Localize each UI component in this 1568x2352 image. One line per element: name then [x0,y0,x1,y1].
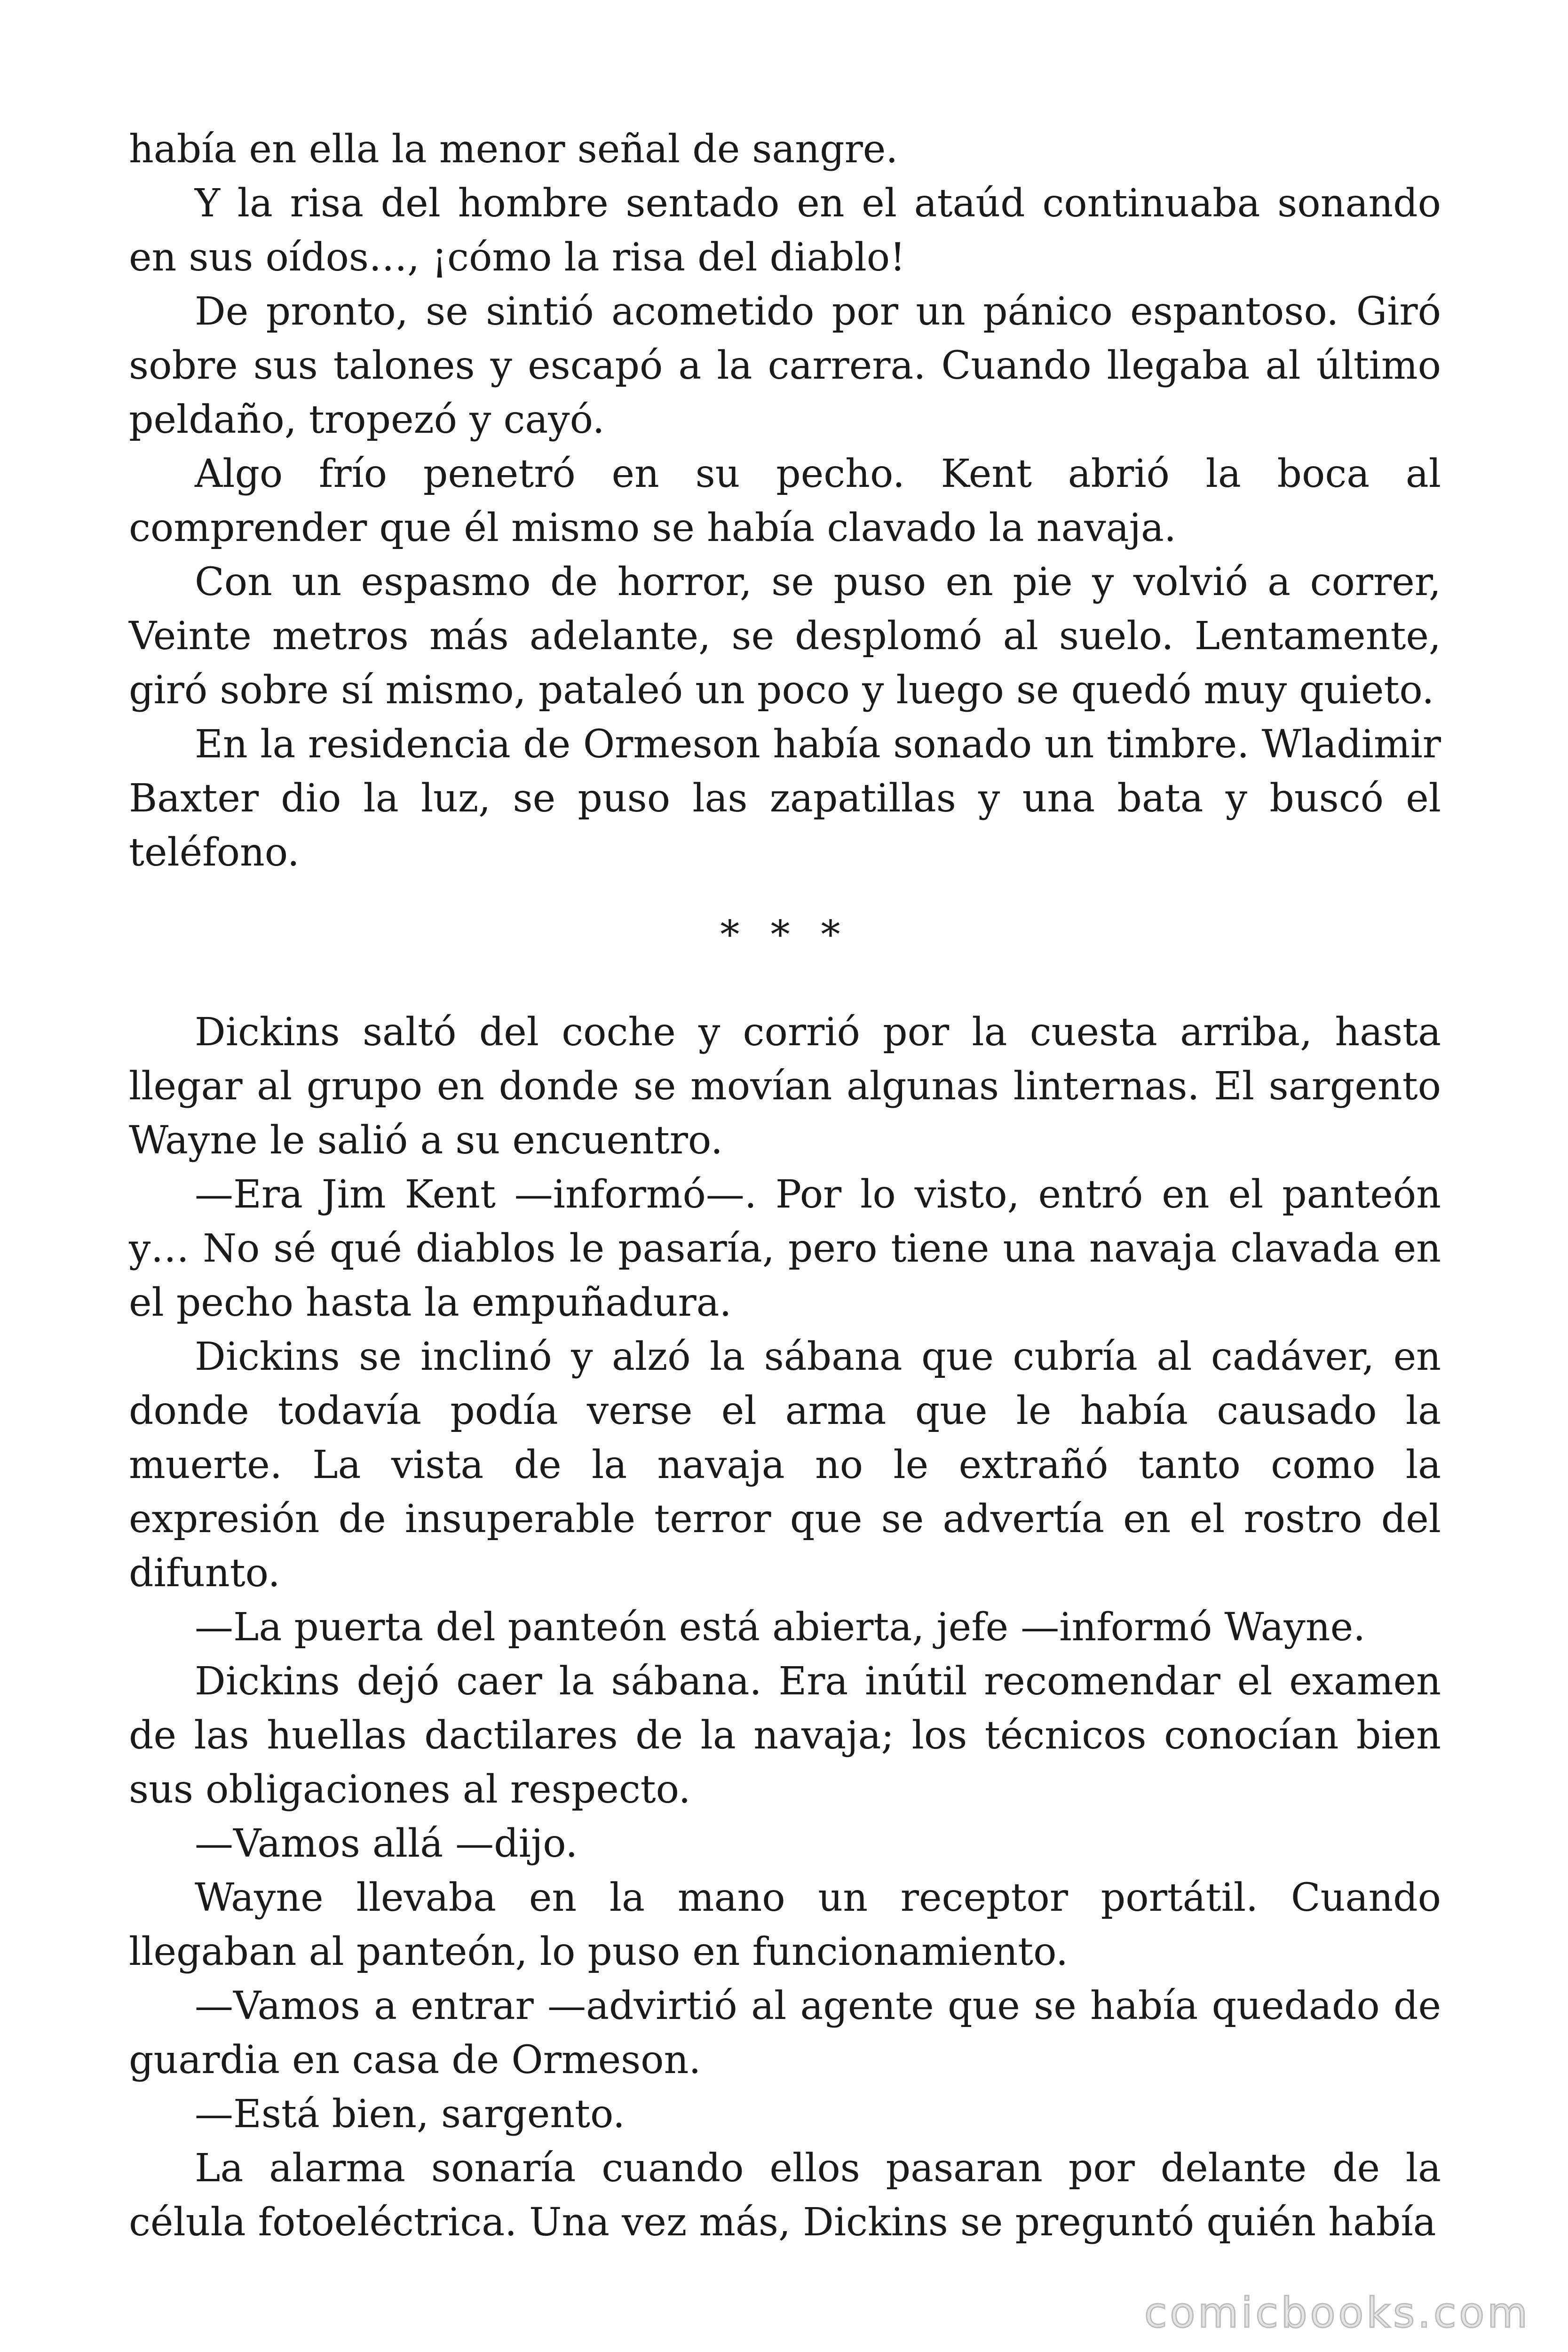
paragraph: Dickins dejó caer la sábana. Era inútil recomendar el examen de las huellas dactilares de la navaja; los técnicos conocían bien sus obligaciones al respecto. [129,1659,1441,1812]
paragraph: Algo frío penetró en su pecho. Kent abrió la boca al comprender que él mismo se había clavado la navaja. [129,452,1441,550]
paragraph: —La puerta del panteón está abierta, jefe —informó Wayne. [195,1605,1366,1650]
paragraph: —Vamos a entrar —advirtió al agente que se había quedado de guardia en casa de Ormeson. [129,1984,1441,2082]
paragraph: —Vamos allá —dijo. [195,1821,578,1866]
paragraph: De pronto, se sintió acometido por un pánico espantoso. Giró sobre sus talones y escapó a la carrera. Cuando llegaba al último peldaño, tropezó y cayó. [129,289,1441,442]
paragraph: Wayne llevaba en la mano un receptor portátil. Cuando llegaban al panteón, lo puso en funcionamiento. [129,1875,1441,1974]
scene-break: * * * [720,913,850,957]
paragraph: La alarma sonaría cuando ellos pasaran por delante de la célula fotoeléctrica. Una vez más, Dickins se preguntó quién había [129,2146,1441,2245]
paragraph: Con un espasmo de horror, se puso en pie y volvió a correr, Veinte metros más adelante, se desplomó al suelo. Lentamente, giró sobre sí mismo, pataleó un poco y luego se quedó muy quieto. [129,560,1441,713]
paragraph: En la residencia de Ormeson había sonado un timbre. Wladimir Baxter dio la luz, se puso las zapatillas y una bata y buscó el teléfono. [129,722,1441,875]
paragraph: —Era Jim Kent —informó—. Por lo visto, entró en el panteón y… No sé qué diablos le pasaría, pero tiene una navaja clavada en el pecho hasta la empuñadura. [129,1172,1441,1325]
paragraph: Dickins se inclinó y alzó la sábana que cubría al cadáver, en donde todavía podía verse el arma que le había causado la muerte. La vista de la navaja no le extrañó tanto como la expresión de insuperable terror que se advertía en el rostro del difunto. [129,1335,1441,1596]
paragraph: —Está bien, sargento. [195,2092,625,2137]
paragraph: Y la risa del hombre sentado en el ataúd continuaba sonando en sus oídos…, ¡cómo la risa del diablo! [129,181,1441,280]
paragraph-continuation: había en ella la menor señal de sangre. [129,127,898,172]
watermark: comicbooks.com [1144,2288,1530,2337]
page-body [129,122,1441,2249]
paragraph: Dickins saltó del coche y corrió por la cuesta arriba, hasta llegar al grupo en donde se movían algunas linternas. El sargento Wayne le salió a su encuentro. [129,1010,1441,1163]
